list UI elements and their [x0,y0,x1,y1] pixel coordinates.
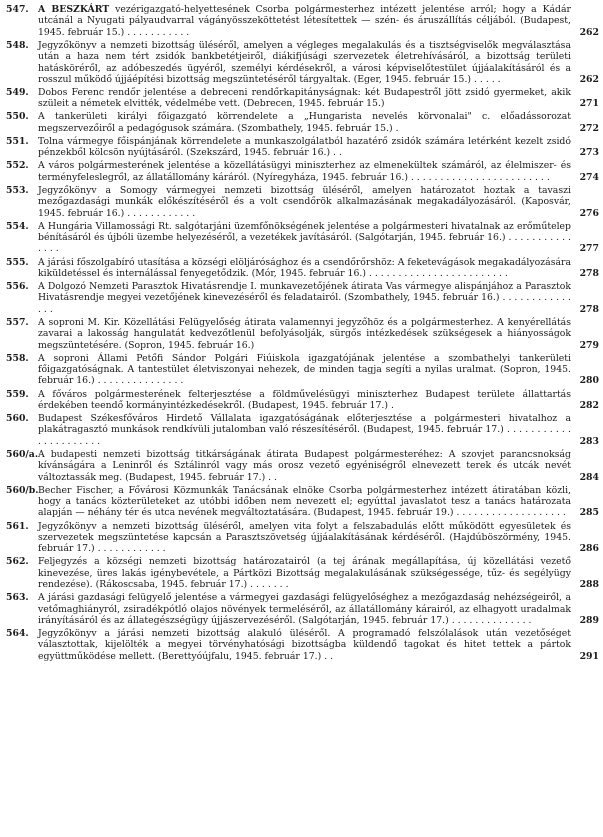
entry-page-number: 277 [579,243,599,255]
entry-number: 550. [6,111,29,123]
index-entry [6,111,599,134]
entry-number: 551. [6,135,29,147]
entry-number: 552. [6,160,29,172]
entry-text [38,592,577,626]
entry-text [38,281,577,315]
entry-page-number: 280 [579,375,599,387]
entry-page-number: 274 [579,171,599,183]
index-entry [6,389,599,412]
entry-description: A járási gazdasági felügyelő jelentése a vármegyei gazdasági felügyelőséghez a mezőgazdaság nehézségeiről, a vetőmaghiányról, zsiradékpótló olajos növények termeléséről, az állatállomány kárairól, az elhagyott uradalmak irányításáról és az állategészségügy újjászervezéséről. (Salgótarján, 1945. február 17.) . . . . . . . . . . . . . . [38,592,571,626]
entry-text [38,4,577,38]
entry-page-number: 279 [579,339,599,351]
entry-page-number: 286 [579,543,599,555]
entry-page-number: 284 [579,471,599,483]
entry-number: 562. [6,556,29,568]
entry-number: 548. [6,39,29,51]
entry-lead: A BESZKÁRT [38,4,110,15]
entry-page-number: 291 [579,650,599,662]
entry-description: Feljegyzés a községi nemzeti bizottság határozatairól (a tej árának megállapítása, új közellátási vezető kinevezése, üres lakás igénybevétele, a Pártközi Bizottság megalakulásának szükségessége, tűz- és segélyügy rendezése). (Rákoscsaba, 1945. február 17.) . . . . . . . [38,556,571,591]
entry-description: Dobos Ferenc rendőr jelentése a debreceni rendőrkapitányságnak: két Budapestről jött zsidó gyermeket, akik szüleit a németek elvitték, védelmébe vett. (Debrecen, 1945. február 15.) [38,87,571,110]
entry-description: Tolna vármegye főispánjának körrendelete a munkaszolgálatból hazatérő zsidók számára letérként kezelt zsidó pénzekből kölcsön nyújtásáról. (Szekszárd, 1945. február 16.) . . [38,135,571,159]
entry-page-number: 272 [579,122,599,134]
entry-text [38,317,577,351]
entry-description: A tankerületi királyi főigazgató körrendelete a „Hungarista nevelés körvonalai" c. előadássorozat megszervezőiről a pedagógusok számára. (Szombathely, 1945. február 15.) . [38,111,571,134]
index-entry [6,4,599,38]
index-entry [6,449,599,483]
entry-page-number: 276 [579,207,599,219]
entry-page-number: 278 [579,267,599,279]
index-entry [6,136,599,159]
entry-text [38,40,577,85]
entry-page-number: 271 [579,98,599,110]
entry-description: A Hungária Villamossági Rt. salgótarjáni üzemfőnökségének jelentése a polgármesteri hivatalnak az erőműtelep bénításáról és újbóli üzembe helyezéséről, a vezetékek javításáról. (Salgótarján, 1945. február 16.) . . . . . . . . . . . . . . . [38,220,571,255]
entry-number: 560/a. [6,448,39,460]
entry-page-number: 278 [579,303,599,315]
entry-description: Jegyzőkönyv a járási nemzeti bizottság alakuló üléséről. A programadó felszólalások után vezetőséget választottak, kijelölték a megyei törvényhatósági bizottságba küldendő tagokat és hitet tettek a pártok együttműködése mellett. (Berettyóújfalu, 1945. február 17.) . . [38,628,571,662]
entry-page-number: 273 [579,147,599,159]
entry-text [38,389,577,412]
entry-number: 560. [6,413,29,425]
entry-page-number: 289 [579,614,599,626]
entry-number: 557. [6,316,29,328]
entry-number: 555. [6,256,29,268]
entry-text [38,111,577,134]
entry-text [38,87,577,110]
index-entry [6,281,599,315]
index-entry [6,40,599,85]
index-entry [6,353,599,387]
index-entry [6,592,599,626]
entry-description: A város polgármesterének jelentése a közellátásügyi miniszterhez az elmenekültek számáról, az élelmiszer- és terményfeleslegről, az állatállomány káráról. (Nyíregyháza, 1945. február 16.) . . . . . . . . . . . . . . . . . . . . . . . . [38,160,571,183]
entry-page-number: 282 [579,399,599,411]
entry-description: A Dolgozó Nemzeti Parasztok Hivatásrendje I. munkavezetőjének átirata Vas vármegye alispánjához a Parasztok Hivatásrendje megyei vezetőjének kinevezéséről és feladatairól. (Szombathely, 1945. február 16.) . . . . . . . . . . . . . . . [38,281,571,315]
entry-text [38,221,577,255]
entry-text [38,628,577,662]
entry-text [38,485,577,519]
index-entry [6,521,599,555]
index-entry [6,221,599,255]
index-entry [6,317,599,351]
entry-text [38,556,577,590]
index-entry [6,160,599,183]
index-entry [6,257,599,280]
entry-text [38,353,577,387]
entry-text [38,136,577,159]
entry-description: A soproni Állami Petőfi Sándor Polgári Fiúiskola igazgatójának jelentése a szombathelyi tankerületi főigazgatóságnak. A tantestület életviszonyai nehezek, de minden tagja segíti a nyilas uralmat. (Sopron, 1945. február 16.) . . . . . . . . . . . . . . . [38,352,571,387]
entry-number: 561. [6,520,29,532]
entry-page-number: 285 [579,507,599,519]
index-entry [6,628,599,662]
entry-description: Budapest Székesfőváros Hirdető Vállalata igazgatóságának előterjesztése a polgármesteri hivatalhoz a plakátragasztó munkások rendkívüli jutalomban való részesítéséről. (Budapest, 1945. február 17.) . . . . . . . . . . . . . . . . . . . . . . [38,413,571,447]
entry-page-number: 288 [579,579,599,591]
entry-number: 564. [6,628,29,640]
entry-page-number: 283 [579,435,599,447]
entry-text [38,449,577,483]
entry-description: Jegyzőkönyv a nemzeti bizottság üléséről, amelyen vita folyt a felszabadulás előtt működött egyesületek és szervezetek megszüntetése kapcsán a Parasztszövetség újjáalakításának kérdéséről. (Hajdúböszörmény, 1945. február 17.) . . . . . . . . . . . . [38,520,571,555]
entry-description: vezérigazgató-helyettesének Csorba polgármesterhez intézett jelentése arról; hogy a Kádár utcánál a Nyugati pályaudvarral vágányösszeköttetést létesítettek — szén- és áruszállítás céljából. (Budapest, 1945. február 15.) . . . . . . . . . . . [38,4,571,38]
index-entry [6,185,599,219]
entry-text [38,185,577,219]
entry-description: Jegyzőkönyv a nemzeti bizottság üléséről, amelyen a végleges megalakulás és a tisztségviselők megválasztása után a haza nem tért zsidók bankbetétjeiről, diákifjúsági szervezetek életrehívásáról, a bizottság területi hatásköréről, az adóbeszedés ügyéről, személyi kérdésekről, a városi képviselőtestület újjáalakításáról és a rosszul működő újjáépítési bizottság megszüntetéséről tárgyaltak. (Eger, 1945. február 15.) . . . . . [38,39,571,85]
entry-number: 563. [6,592,29,604]
entry-text [38,413,577,447]
entry-page-number: 262 [579,73,599,85]
entry-number: 560/b. [6,484,39,496]
index-entry [6,556,599,590]
entry-number: 554. [6,220,29,232]
entry-description: Jegyzőkönyv a Somogy vármegyei nemzeti bizottság üléséről, amelyen határozatot hoztak a tavaszi mezőgazdasági munkák előkészítéséről és a volt csendőrök alkalmazásának megakadályozásáról. (Kaposvár, 1945. február 16.) . . . . . . . . . . . . [38,184,571,219]
index-entry [6,87,599,110]
entry-number: 549. [6,87,29,98]
entry-number: 558. [6,352,29,364]
entry-page-number: 262 [579,26,599,38]
entry-number: 547. [6,4,29,15]
entry-description: A budapesti nemzeti bizottság titkárságának átirata Budapest polgármesteréhez: A szovjet parancsnokság kívánságára a Leninről és Sztálinról vagy más orosz vezető egyéniségről elnevezett terek és utcák nevét változtassák meg. (Budapest, 1945. február 17.) . . [38,448,571,483]
entry-description: Becher Fischer, a Fővárosi Közmunkák Tanácsának elnöke Csorba polgármesterhez intézett átiratában közli, hogy a tanács közterületeket az utóbbi időben nem nevezett el; egyúttal javaslatot tesz a tanács határozata alapján — néhány tér és utca nevének megváltoztatására. (Budapest, 1945. február 19.) . . . . . . . . . . . . . . . . . . . [38,484,571,519]
entry-number: 556. [6,281,29,293]
entry-text [38,257,577,280]
entry-description: A főváros polgármesterének felterjesztése a földművelésügyi miniszterhez Budapest területe állattartás érdekében teendő kormányintézkedésekről. (Budapest, 1945. február 17.) . [38,388,571,411]
entry-text [38,160,577,183]
index-entry [6,485,599,519]
entry-description: A soproni M. Kir. Közellátási Felügyelőség átirata valamennyi jegyzőhöz és a polgármesterhez. A kenyérellátás zavarai a lakosság hangulatát kedvezőtlenül befolyásolják, sürgős intézkedések szükségesek a hiányosságok megszüntetésére. (Sopron, 1945. február 16.) [38,316,571,351]
entry-text [38,521,577,555]
entry-description: A járási főszolgabíró utasítása a községi elöljárósághoz és a csendőrőrshöz: A feketevágások megakadályozására kiküldetéssel és internálással fenyegetődzik. (Mór, 1945. február 16.) . . . . . . . . . . . . . . . . . . . . . . . . [38,256,571,279]
entry-number: 559. [6,388,29,400]
entry-number: 553. [6,184,29,196]
index-entry [6,413,599,447]
